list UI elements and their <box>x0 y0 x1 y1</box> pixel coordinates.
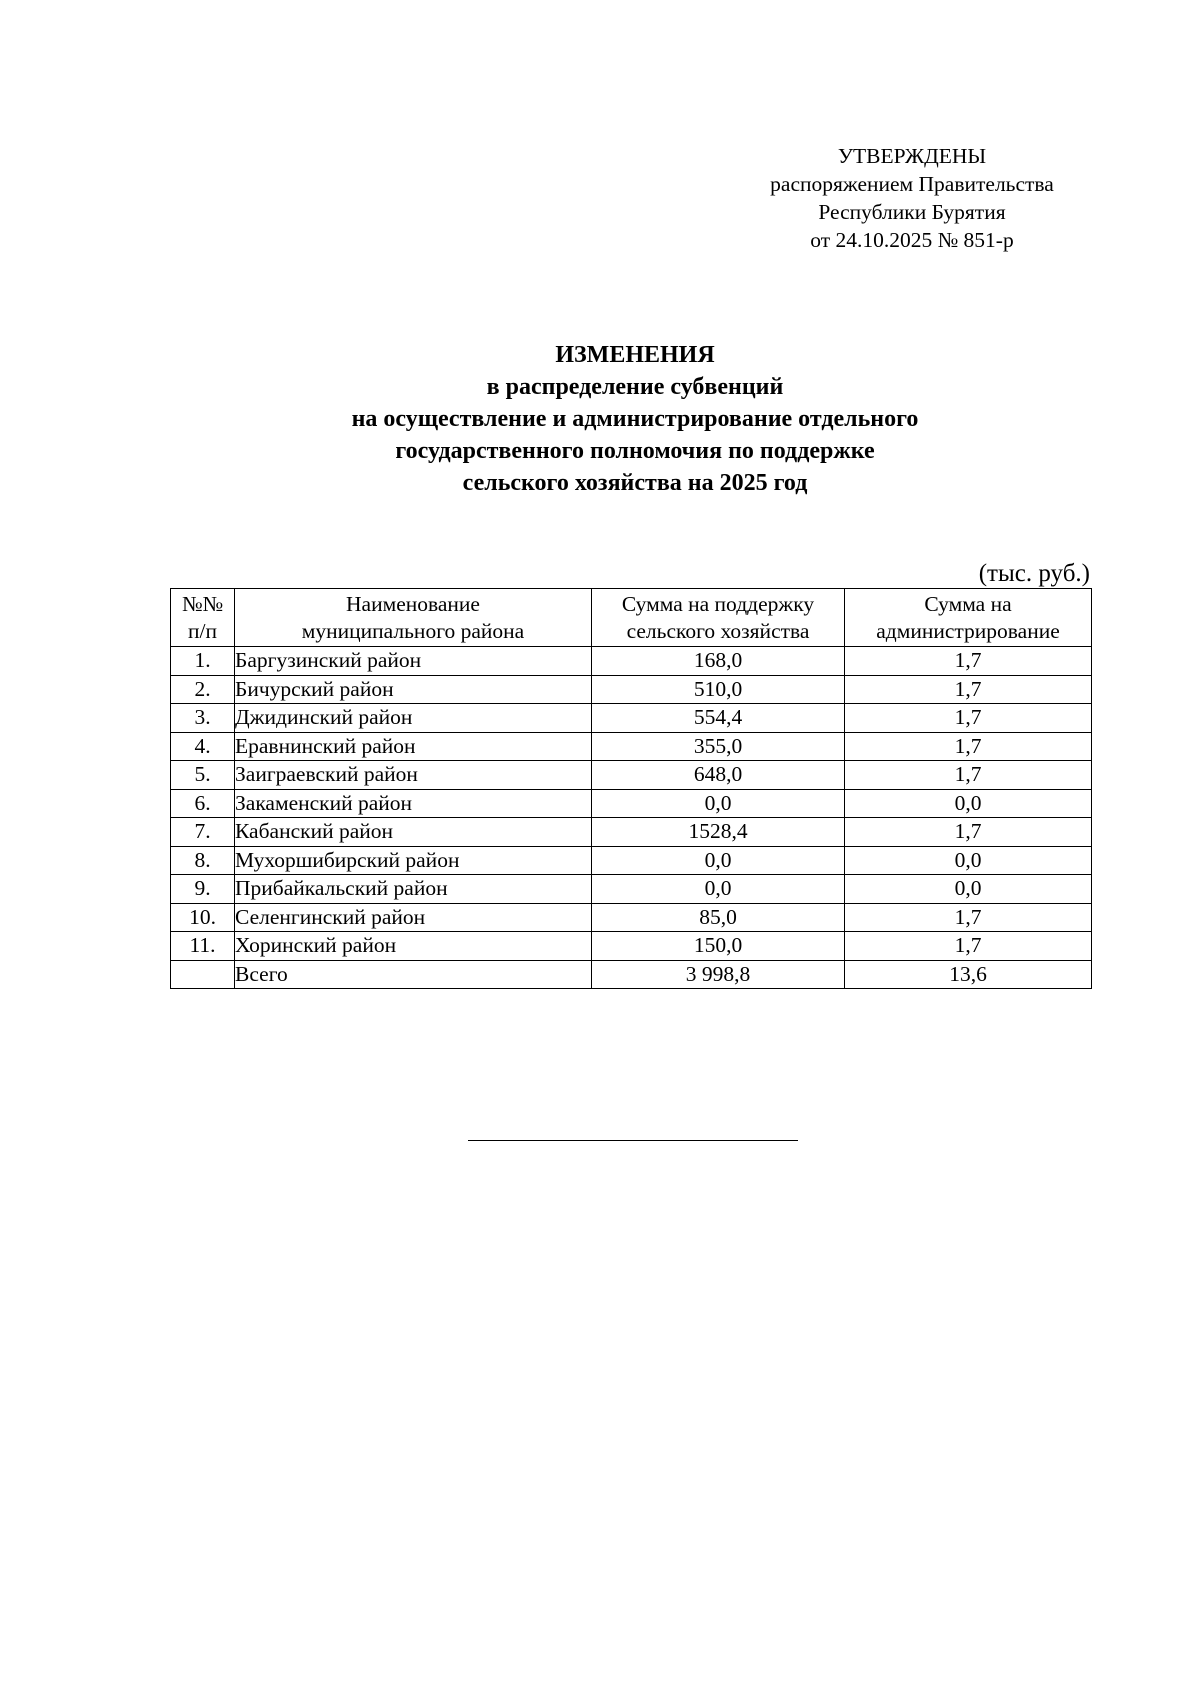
table-row <box>171 761 1092 790</box>
row-number: 10. <box>171 903 235 932</box>
row-admin-sum: 1,7 <box>845 903 1092 932</box>
title-line-1: ИЗМЕНЕНИЯ <box>555 342 715 368</box>
row-number: 9. <box>171 875 235 904</box>
units-label: (тыс. руб.) <box>978 560 1090 587</box>
header-support <box>592 589 845 647</box>
approval-stamp <box>742 142 1082 254</box>
approval-date-number: от 24.10.2025 № 851-р <box>810 228 1014 252</box>
row-support-sum: 168,0 <box>592 647 845 676</box>
table-row <box>171 932 1092 961</box>
document-title <box>150 339 1120 499</box>
row-number: 1. <box>171 647 235 676</box>
header-support-line-2: сельского хозяйства <box>626 618 810 643</box>
distribution-table <box>170 588 1092 989</box>
title-line-4: государственного полномочия по поддержке <box>395 438 875 464</box>
row-admin-sum: 0,0 <box>845 789 1092 818</box>
header-name <box>235 589 592 647</box>
row-admin-sum: 0,0 <box>845 846 1092 875</box>
row-district: Прибайкальский район <box>235 875 592 904</box>
header-name-line-1: Наименование <box>346 591 480 616</box>
row-admin-sum: 1,7 <box>845 647 1092 676</box>
row-district: Бичурский район <box>235 675 592 704</box>
row-support-sum: 648,0 <box>592 761 845 790</box>
row-number: 7. <box>171 818 235 847</box>
header-number <box>171 589 235 647</box>
table-row <box>171 818 1092 847</box>
total-label: Всего <box>235 960 592 989</box>
row-number: 2. <box>171 675 235 704</box>
row-number: 8. <box>171 846 235 875</box>
row-district: Джидинский район <box>235 704 592 733</box>
row-support-sum: 0,0 <box>592 789 845 818</box>
row-admin-sum: 1,7 <box>845 704 1092 733</box>
approval-republic: Республики Бурятия <box>818 200 1006 224</box>
row-district: Хоринский район <box>235 932 592 961</box>
row-district: Еравнинский район <box>235 732 592 761</box>
row-admin-sum: 1,7 <box>845 818 1092 847</box>
header-admin-line-1: Сумма на <box>924 591 1012 616</box>
row-support-sum: 554,4 <box>592 704 845 733</box>
table-row <box>171 675 1092 704</box>
total-support-sum: 3 998,8 <box>592 960 845 989</box>
row-district: Закаменский район <box>235 789 592 818</box>
row-support-sum: 1528,4 <box>592 818 845 847</box>
row-support-sum: 355,0 <box>592 732 845 761</box>
table-header-row <box>171 589 1092 647</box>
row-number: 5. <box>171 761 235 790</box>
header-admin-line-2: администрирование <box>876 618 1060 643</box>
row-support-sum: 0,0 <box>592 875 845 904</box>
row-admin-sum: 1,7 <box>845 761 1092 790</box>
row-support-sum: 0,0 <box>592 846 845 875</box>
row-admin-sum: 1,7 <box>845 932 1092 961</box>
row-district: Мухоршибирский район <box>235 846 592 875</box>
title-line-5: сельского хозяйства на 2025 год <box>462 470 808 496</box>
title-line-3: на осуществление и администрирование отдельного <box>351 406 919 432</box>
row-support-sum: 510,0 <box>592 675 845 704</box>
row-admin-sum: 0,0 <box>845 875 1092 904</box>
header-admin <box>845 589 1092 647</box>
header-number-line-1: №№ <box>181 591 224 616</box>
row-district: Баргузинский район <box>235 647 592 676</box>
table-row <box>171 789 1092 818</box>
table-row <box>171 875 1092 904</box>
total-number <box>171 960 235 989</box>
row-admin-sum: 1,7 <box>845 675 1092 704</box>
row-number: 11. <box>171 932 235 961</box>
row-district: Кабанский район <box>235 818 592 847</box>
row-support-sum: 150,0 <box>592 932 845 961</box>
total-admin-sum: 13,6 <box>845 960 1092 989</box>
row-district: Селенгинский район <box>235 903 592 932</box>
row-district: Заиграевский район <box>235 761 592 790</box>
header-support-line-1: Сумма на поддержку <box>621 591 815 616</box>
row-number: 3. <box>171 704 235 733</box>
row-number: 4. <box>171 732 235 761</box>
header-number-line-2: п/п <box>188 618 217 643</box>
row-support-sum: 85,0 <box>592 903 845 932</box>
table-row <box>171 846 1092 875</box>
row-number: 6. <box>171 789 235 818</box>
header-name-line-2: муниципального района <box>301 618 525 643</box>
title-line-2: в распределение субвенций <box>486 374 784 400</box>
approval-authority: распоряжением Правительства <box>770 172 1054 196</box>
table-row <box>171 647 1092 676</box>
approval-heading: УТВЕРЖДЕНЫ <box>837 144 987 168</box>
total-row <box>171 960 1092 989</box>
table-row <box>171 903 1092 932</box>
table-row <box>171 704 1092 733</box>
table-row <box>171 732 1092 761</box>
row-admin-sum: 1,7 <box>845 732 1092 761</box>
closing-rule-divider <box>468 1140 798 1141</box>
